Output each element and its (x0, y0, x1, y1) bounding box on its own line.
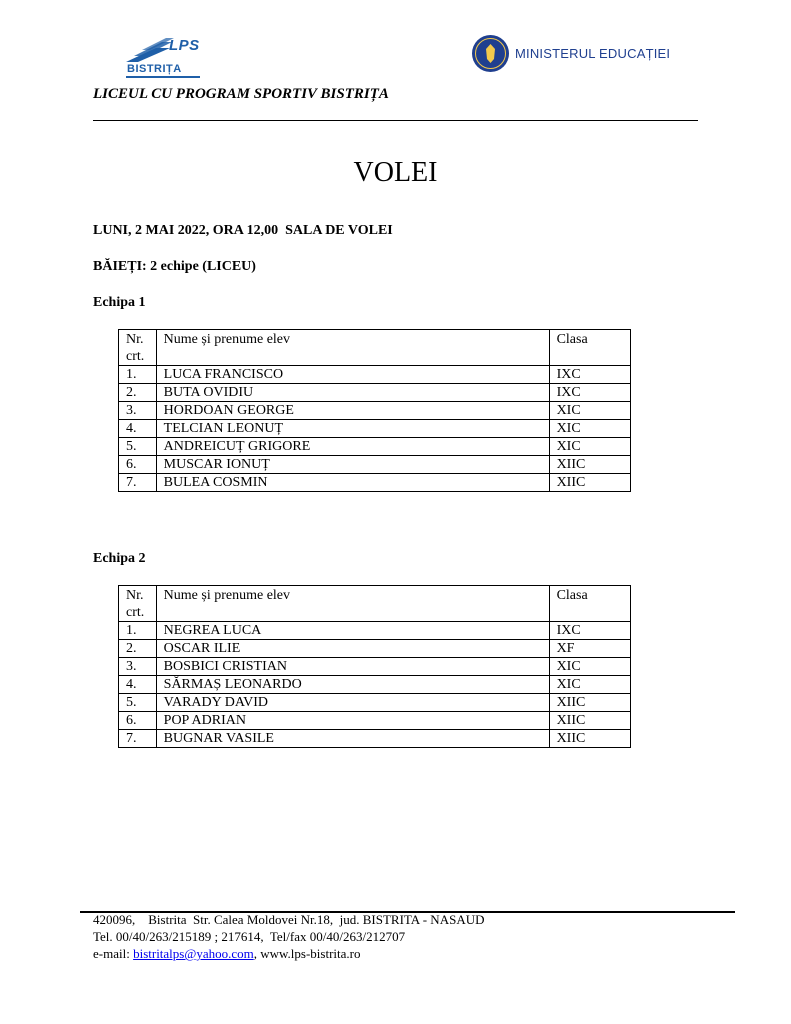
cell-nr: 6. (119, 712, 157, 730)
cell-nr: 4. (119, 420, 157, 438)
cell-name: TELCIAN LEONUȚ (156, 420, 549, 438)
footer-phones: Tel. 00/40/263/215189 ; 217614, Tel/fax 00/40/263/212707 (93, 929, 406, 944)
cell-class: IXC (549, 366, 630, 384)
table-row (119, 384, 631, 402)
page-title: VOLEI (353, 157, 438, 188)
cell-class: XIC (549, 676, 630, 694)
table-row (119, 640, 631, 658)
cell-nr: 3. (119, 658, 157, 676)
cell-nr: 4. (119, 676, 157, 694)
header-nr: Nr. crt. (119, 586, 157, 622)
lps-logo-caption: BISTRIȚA (127, 63, 182, 75)
cell-nr: 2. (119, 640, 157, 658)
cell-class: XIC (549, 420, 630, 438)
table-row (119, 730, 631, 748)
table-row (119, 676, 631, 694)
header-class: Clasa (549, 330, 630, 366)
lps-logo-text: LPS (169, 37, 200, 54)
cell-class: XF (549, 640, 630, 658)
cell-name: ANDREICUȚ GRIGORE (156, 438, 549, 456)
team-1-label: Echipa 1 (93, 295, 146, 310)
cell-name: BULEA COSMIN (156, 474, 549, 492)
romania-crest-icon (472, 35, 509, 72)
team-2-table (118, 585, 631, 748)
table-row (119, 474, 631, 492)
cell-class: XIC (549, 658, 630, 676)
cell-class: XIC (549, 438, 630, 456)
table-row (119, 420, 631, 438)
table-row (119, 712, 631, 730)
ministry-logo (472, 35, 672, 75)
cell-class: IXC (549, 384, 630, 402)
cell-nr: 5. (119, 438, 157, 456)
cell-class: XIC (549, 402, 630, 420)
header-name: Nume și prenume elev (156, 330, 549, 366)
cell-nr: 6. (119, 456, 157, 474)
cell-class: XIIC (549, 712, 630, 730)
table-row (119, 658, 631, 676)
cell-nr: 5. (119, 694, 157, 712)
table-row (119, 456, 631, 474)
table-row (119, 438, 631, 456)
lps-bistrita-logo (126, 36, 206, 78)
table-row (119, 402, 631, 420)
cell-class: XIIC (549, 694, 630, 712)
category-line: BĂIEȚI: 2 echipe (LICEU) (93, 259, 256, 274)
cell-class: XIIC (549, 474, 630, 492)
cell-class: IXC (549, 622, 630, 640)
email-prefix: e-mail: (93, 946, 134, 961)
cell-name: HORDOAN GEORGE (156, 402, 549, 420)
table-header-row (119, 330, 631, 366)
cell-name: MUSCAR IONUȚ (156, 456, 549, 474)
cell-nr: 1. (119, 366, 157, 384)
footer-address: 420096, Bistrita Str. Calea Moldovei Nr.18, jud. BISTRITA - NASAUD (93, 912, 485, 927)
cell-name: BUGNAR VASILE (156, 730, 549, 748)
cell-nr: 2. (119, 384, 157, 402)
website-text: , www.lps-bistrita.ro (253, 946, 361, 961)
table-row (119, 366, 631, 384)
header-class: Clasa (549, 586, 630, 622)
cell-class: XIIC (549, 456, 630, 474)
school-name: LICEUL CU PROGRAM SPORTIV BISTRIȚA (93, 86, 389, 102)
cell-name: BUTA OVIDIU (156, 384, 549, 402)
team-1-table (118, 329, 631, 492)
email-link[interactable]: bistritalps@yahoo.com (133, 946, 254, 961)
cell-name: POP ADRIAN (156, 712, 549, 730)
team-2-label: Echipa 2 (93, 551, 146, 566)
ministry-name: MINISTERUL EDUCAȚIEI (515, 46, 671, 61)
cell-name: BOSBICI CRISTIAN (156, 658, 549, 676)
header-name: Nume și prenume elev (156, 586, 549, 622)
event-details: LUNI, 2 MAI 2022, ORA 12,00 SALA DE VOLEI (93, 223, 393, 238)
cell-name: LUCA FRANCISCO (156, 366, 549, 384)
table-row (119, 622, 631, 640)
header-nr: Nr. crt. (119, 330, 157, 366)
cell-nr: 7. (119, 474, 157, 492)
cell-nr: 1. (119, 622, 157, 640)
cell-name: OSCAR ILIE (156, 640, 549, 658)
cell-name: VARADY DAVID (156, 694, 549, 712)
cell-class: XIIC (549, 730, 630, 748)
table-row (119, 694, 631, 712)
table-header-row (119, 586, 631, 622)
cell-nr: 3. (119, 402, 157, 420)
cell-name: NEGREA LUCA (156, 622, 549, 640)
cell-nr: 7. (119, 730, 157, 748)
footer-contact (93, 946, 361, 962)
cell-name: SĂRMAȘ LEONARDO (156, 676, 549, 694)
header-divider (93, 120, 698, 121)
